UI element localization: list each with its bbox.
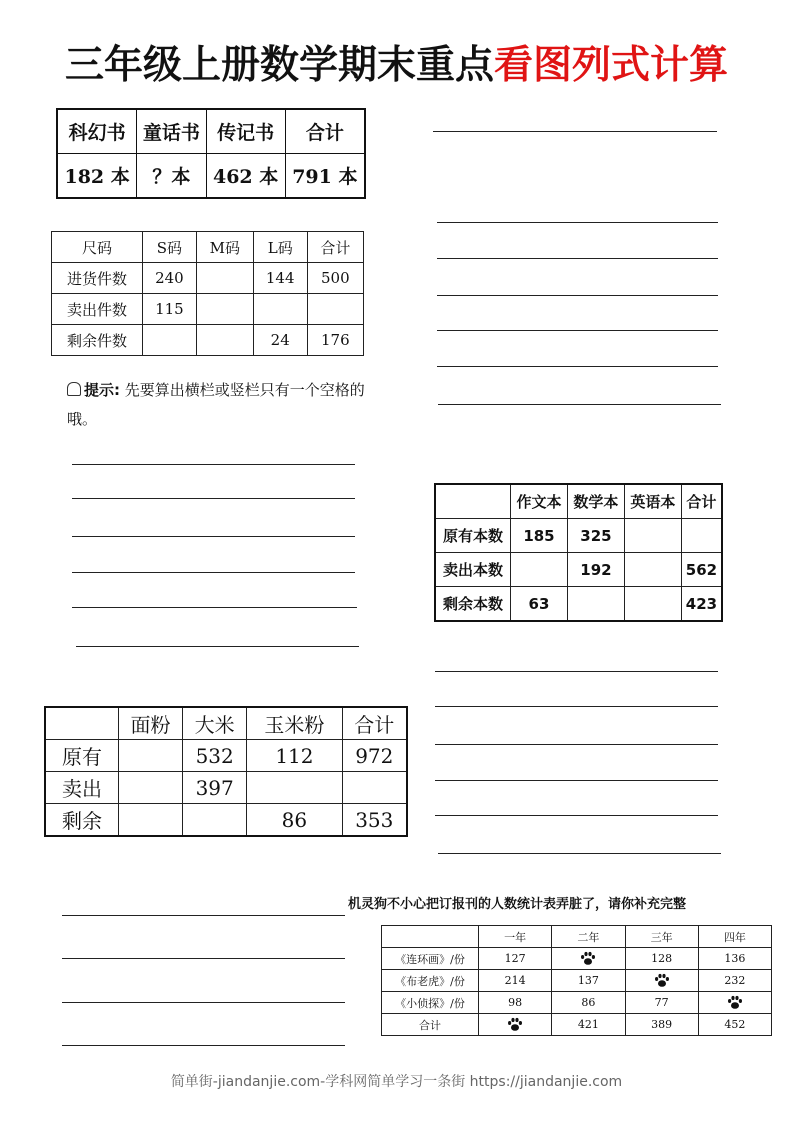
- value-cell: ？本: [137, 154, 206, 199]
- table-cell: 176: [307, 325, 363, 356]
- header-cell: 童话书: [137, 109, 206, 154]
- table-cell: [196, 263, 253, 294]
- answer-line[interactable]: [62, 1002, 345, 1003]
- answer-line[interactable]: [438, 404, 721, 405]
- table-cell: [196, 325, 253, 356]
- answer-line[interactable]: [72, 498, 355, 499]
- size-table: [51, 231, 364, 356]
- table-cell: [479, 1014, 552, 1036]
- header-cell: 面粉: [119, 707, 183, 740]
- table-cell: [307, 294, 363, 325]
- table-cell: 137: [552, 970, 625, 992]
- table-cell: [119, 772, 183, 804]
- row-label: 剩余本数: [435, 587, 511, 622]
- header-cell: [435, 484, 511, 519]
- footer-text: 简单街-jiandanjie.com-学科网简单学习一条街 https://jiandanjie.com: [170, 1074, 623, 1090]
- page-title: [0, 34, 793, 90]
- row-label: 合计: [382, 1014, 479, 1036]
- table-cell: 972: [342, 740, 407, 772]
- table-cell: 232: [698, 970, 771, 992]
- table-cell: [119, 740, 183, 772]
- table-cell: 115: [143, 294, 197, 325]
- table-cell: 112: [247, 740, 342, 772]
- table-cell: 397: [183, 772, 247, 804]
- answer-line[interactable]: [437, 258, 718, 259]
- header-cell: 一年: [479, 926, 552, 948]
- header-cell: S码: [143, 232, 197, 263]
- value-cell: 791 本: [285, 154, 365, 199]
- header-cell: 二年: [552, 926, 625, 948]
- header-cell: 作文本: [511, 484, 568, 519]
- answer-line[interactable]: [62, 1045, 345, 1046]
- table-cell: 128: [625, 948, 698, 970]
- title-black: 三年级上册数学期末重点: [64, 43, 494, 88]
- answer-line[interactable]: [435, 780, 718, 781]
- header-cell: 英语本: [624, 484, 681, 519]
- table-cell: [624, 553, 681, 587]
- note-text: 机灵狗不小心把订报刊的人数统计表弄脏了，请你补充完整: [348, 897, 687, 912]
- paw-icon: [727, 996, 743, 1009]
- hint-text: 先要算出横栏或竖栏只有一个空格的哦。: [67, 381, 365, 428]
- table-cell: [624, 587, 681, 622]
- answer-line[interactable]: [72, 464, 355, 465]
- row-label: 卖出本数: [435, 553, 511, 587]
- row-label: 《连环画》/份: [382, 948, 479, 970]
- table-cell: [567, 587, 624, 622]
- answer-line[interactable]: [438, 853, 721, 854]
- answer-line[interactable]: [435, 706, 718, 707]
- answer-line[interactable]: [72, 607, 357, 608]
- table-cell: [698, 992, 771, 1014]
- header-cell: 四年: [698, 926, 771, 948]
- row-label: 原有: [45, 740, 119, 772]
- table-cell: 127: [479, 948, 552, 970]
- header-cell: 数学本: [567, 484, 624, 519]
- row-label: 卖出: [45, 772, 119, 804]
- table-cell: 421: [552, 1014, 625, 1036]
- paw-icon: [654, 974, 670, 987]
- grain-table: [44, 706, 408, 837]
- table-cell: [342, 772, 407, 804]
- table-cell: 86: [552, 992, 625, 1014]
- table-cell: 500: [307, 263, 363, 294]
- header-cell: 合计: [681, 484, 722, 519]
- header-cell: 合计: [307, 232, 363, 263]
- answer-line[interactable]: [62, 958, 345, 959]
- answer-line[interactable]: [72, 572, 355, 573]
- value-cell: 182 本: [57, 154, 137, 199]
- table-cell: 532: [183, 740, 247, 772]
- table-cell: 192: [567, 553, 624, 587]
- header-cell: 科幻书: [57, 109, 137, 154]
- table-cell: [511, 553, 568, 587]
- table-cell: 185: [511, 519, 568, 553]
- header-cell: 玉米粉: [247, 707, 342, 740]
- table-cell: [253, 294, 307, 325]
- header-cell: M码: [196, 232, 253, 263]
- title-red: 看图列式计算: [494, 43, 729, 88]
- row-label: 卖出件数: [52, 294, 143, 325]
- answer-line[interactable]: [437, 295, 718, 296]
- answer-line[interactable]: [437, 330, 718, 331]
- bell-icon: [67, 382, 81, 396]
- row-label: 原有本数: [435, 519, 511, 553]
- table-cell: [247, 772, 342, 804]
- table-cell: 325: [567, 519, 624, 553]
- table-cell: 77: [625, 992, 698, 1014]
- table-cell: 24: [253, 325, 307, 356]
- header-cell: 传记书: [206, 109, 285, 154]
- table-cell: 214: [479, 970, 552, 992]
- table-cell: 562: [681, 553, 722, 587]
- answer-line[interactable]: [435, 671, 718, 672]
- header-cell: [45, 707, 119, 740]
- header-cell: L码: [253, 232, 307, 263]
- value-cell: 462 本: [206, 154, 285, 199]
- table-cell: 86: [247, 804, 342, 837]
- book-table: [56, 108, 366, 199]
- table-cell: [625, 970, 698, 992]
- row-label: 《小侦探》/份: [382, 992, 479, 1014]
- table-cell: 389: [625, 1014, 698, 1036]
- table-cell: [681, 519, 722, 553]
- table-cell: [624, 519, 681, 553]
- row-label: 进货件数: [52, 263, 143, 294]
- table-cell: 144: [253, 263, 307, 294]
- table-cell: 98: [479, 992, 552, 1014]
- table-cell: [552, 948, 625, 970]
- paw-icon: [507, 1018, 523, 1031]
- header-cell: 三年: [625, 926, 698, 948]
- table-cell: 423: [681, 587, 722, 622]
- table-cell: 240: [143, 263, 197, 294]
- table-cell: 136: [698, 948, 771, 970]
- answer-line[interactable]: [435, 744, 718, 745]
- answer-line[interactable]: [433, 131, 717, 132]
- table-cell: [143, 325, 197, 356]
- answer-line[interactable]: [437, 222, 718, 223]
- row-label: 《布老虎》/份: [382, 970, 479, 992]
- table-cell: 63: [511, 587, 568, 622]
- row-label: 剩余: [45, 804, 119, 837]
- subscription-table: [381, 925, 772, 1036]
- answer-line[interactable]: [76, 646, 359, 647]
- table-cell: [196, 294, 253, 325]
- hint-label: 提示:: [84, 381, 120, 399]
- header-cell: 大米: [183, 707, 247, 740]
- notebook-table: [434, 483, 723, 622]
- hint-box: [67, 376, 367, 434]
- answer-line[interactable]: [62, 915, 345, 916]
- answer-line[interactable]: [72, 536, 355, 537]
- row-label: 剩余件数: [52, 325, 143, 356]
- paw-icon: [580, 952, 596, 965]
- table-cell: [183, 804, 247, 837]
- header-cell: 合计: [342, 707, 407, 740]
- table-cell: 353: [342, 804, 407, 837]
- header-cell: 合计: [285, 109, 365, 154]
- header-cell: 尺码: [52, 232, 143, 263]
- table-cell: 452: [698, 1014, 771, 1036]
- header-cell: [382, 926, 479, 948]
- answer-line[interactable]: [437, 366, 718, 367]
- answer-line[interactable]: [435, 815, 718, 816]
- table-cell: [119, 804, 183, 837]
